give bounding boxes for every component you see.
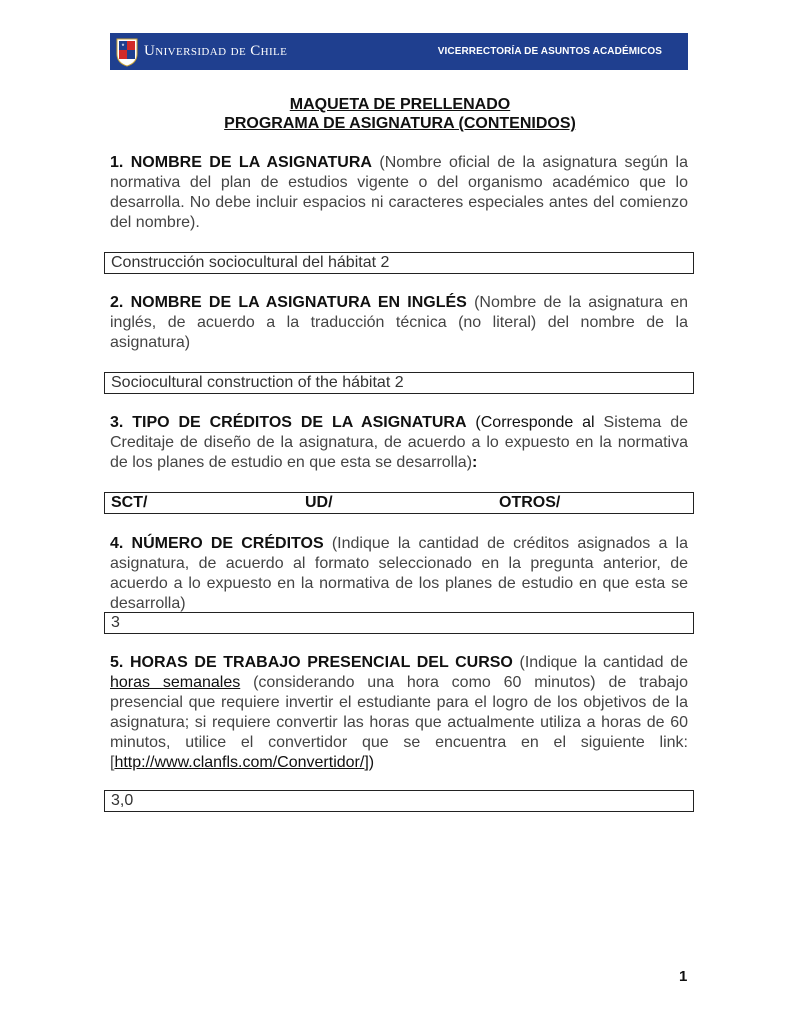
section-description-c: ]): [364, 754, 375, 771]
section-description-a: (Indique la cantidad de: [519, 654, 688, 671]
header-brand: [110, 33, 287, 70]
credit-type-sct[interactable]: SCT/: [111, 494, 148, 511]
weekly-hours-emphasis: horas semanales: [110, 674, 241, 691]
page-number: 1: [679, 968, 688, 985]
credit-type-otros[interactable]: OTROS/: [499, 494, 561, 511]
university-name: Universidad de Chile: [144, 43, 288, 59]
credit-type-ud[interactable]: UD/: [305, 494, 333, 511]
title-line-2: PROGRAMA DE ASIGNATURA (CONTENIDOS): [224, 115, 576, 132]
section-description: (Nombre de la asignatura en inglés, de acuerdo a la traducción técnica (no literal) del nombre de la asignatura): [110, 294, 688, 351]
section-description-b: (considerando una hora como 60 minutos) de trabajo presencial que requiere invertir el estudiante para el logro de los objetivos de la asignatura; si requiere convertir las horas que actualmente utiliza a horas de 60 minutos, utilice el convertidor que se encuentra en el siguiente link: [: [110, 674, 689, 771]
section-heading: 2. NOMBRE DE LA ASIGNATURA EN INGLÉS: [110, 294, 467, 311]
converter-link[interactable]: http://www.clanfls.com/Convertidor/: [114, 754, 365, 771]
section-heading: 5. HORAS DE TRABAJO PRESENCIAL DEL CURSO: [110, 654, 513, 671]
section-heading: 1. NOMBRE DE LA ASIGNATURA: [110, 154, 372, 171]
section-description: Sistema de Creditaje de diseño de la asignatura, de acuerdo a lo expuesto en la normativa de los planes de estudio en que esta se desarrolla): [110, 414, 689, 471]
contact-hours-field[interactable]: 3,0: [104, 790, 694, 812]
section-description: (Indique la cantidad de créditos asignados a la asignatura, de acuerdo al formato seleccionado en la pregunta anterior, de acuerdo a lo expuesto en la normativa de los planes de estudio en que esta se desarrolla): [110, 535, 688, 612]
credit-count-field[interactable]: 3: [104, 612, 694, 634]
office-name: VICERRECTORÍA DE ASUNTOS ACADÉMICOS: [437, 46, 662, 57]
section-heading: 3. TIPO DE CRÉDITOS DE LA ASIGNATURA: [110, 414, 467, 431]
section-credit-type: [110, 413, 688, 473]
section-description: (Nombre oficial de la asignatura según la normativa del plan de estudios vigente o del organismo académico que lo desarrolla. No debe incluir espacios ni caracteres especiales antes del comienzo del nombre).: [110, 154, 689, 231]
title-line-1: MAQUETA DE PRELLENADO: [289, 96, 511, 113]
document-title: [0, 95, 800, 133]
section-credit-count: [110, 534, 688, 614]
university-crest-icon: [116, 37, 138, 67]
section-english-name: [110, 293, 688, 353]
credit-type-field[interactable]: [104, 492, 694, 514]
section-heading: 4. NÚMERO DE CRÉDITOS: [110, 535, 324, 552]
section-contact-hours: [110, 653, 688, 773]
english-name-field[interactable]: Sociocultural construction of the hábitat 2: [104, 372, 694, 394]
course-name-field[interactable]: Construcción sociocultural del hábitat 2: [104, 252, 694, 274]
section-description-end: :: [472, 454, 478, 471]
section-course-name: [110, 153, 688, 233]
section-description-start: (Corresponde al: [475, 414, 595, 431]
header-banner: [110, 33, 688, 70]
